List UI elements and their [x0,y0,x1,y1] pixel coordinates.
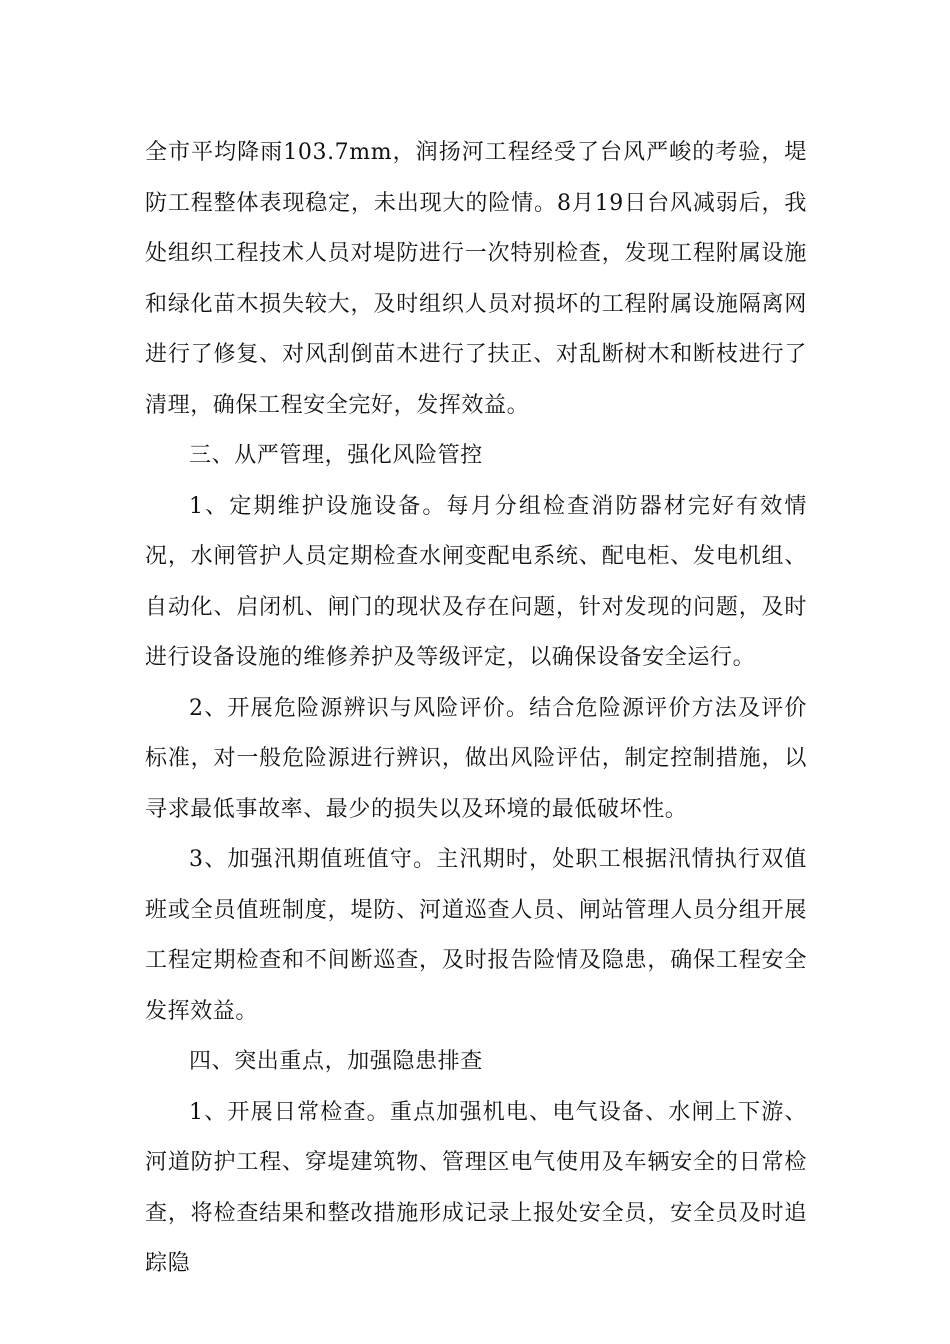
section-heading-4: 四、突出重点，加强隐患排查 [189,1049,483,1074]
document-body [145,128,807,1290]
paragraph-3-2: 2、开展危险源辨识与风险评价。结合危险源评价方法及评价标准，对一般危险源进行辨识，做出风险评估，制定控制措施，以寻求最低事故率、最少的损失以及环境的最低破坏性。 [145,695,807,822]
paragraph-4-1: 1、开展日常检查。重点加强机电、电气设备、水闸上下游、河道防护工程、穿堤建筑物、管理区电气使用及车辆安全的日常检查，将检查结果和整改措施形成记录上报处安全员，安全员及时追踪隐 [145,1099,807,1276]
paragraph-continuation: 全市平均降雨103.7mm，润扬河工程经受了台风严峻的考验，堤防工程整体表现稳定，未出现大的险情。8月19日台风减弱后，我处组织工程技术人员对堤防进行一次特别检查，发现工程附属设施和绿化苗木损失较大，及时组织人员对损坏的工程附属设施隔离网进行了修复、对风刮倒苗木进行了扶正、对乱断树木和断枝进行了清理，确保工程安全完好，发挥效益。 [145,140,807,418]
paragraph-3-3: 3、加强汛期值班值守。主汛期时，处职工根据汛情执行双值班或全员值班制度，堤防、河道巡查人员、闸站管理人员分组开展工程定期检查和不间断巡查，及时报告险情及隐患，确保工程安全发挥效益。 [145,847,807,1024]
paragraph-3-1: 1、定期维护设施设备。每月分组检查消防器材完好有效情况，水闸管护人员定期检查水闸变配电系统、配电柜、发电机组、自动化、启闭机、闸门的现状及存在问题，针对发现的问题，及时进行设备设施的维修养护及等级评定，以确保设备安全运行。 [145,493,807,670]
section-heading-3: 三、从严管理，强化风险管控 [189,443,483,468]
